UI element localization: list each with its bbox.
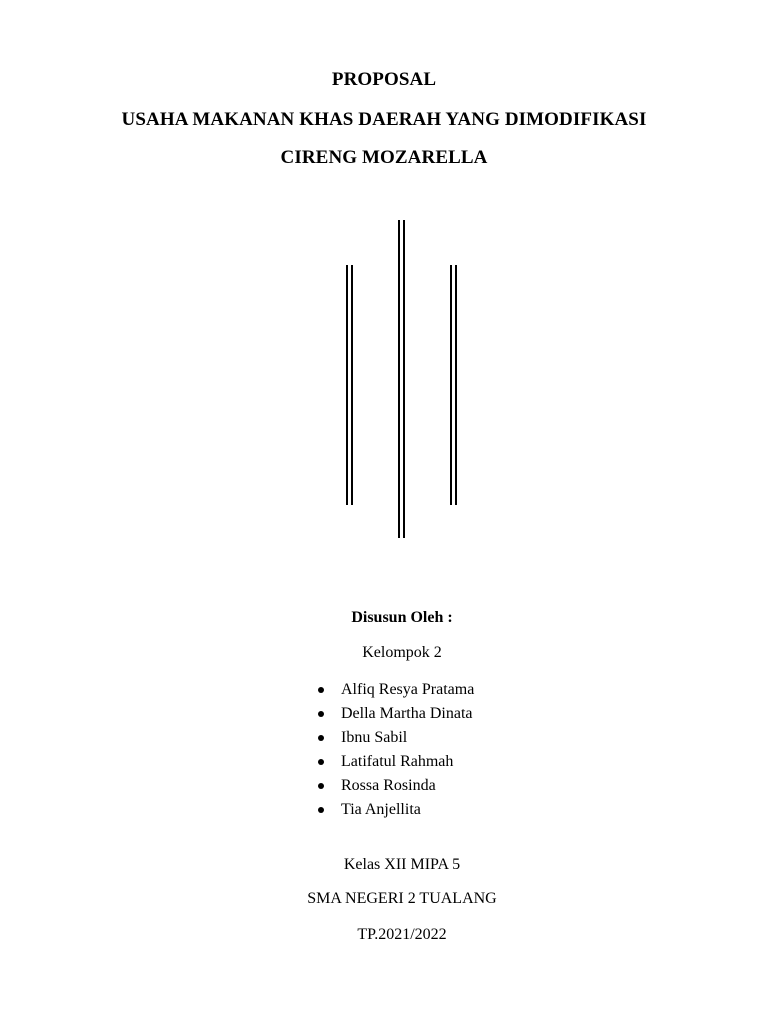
list-item xyxy=(318,702,474,726)
authored-by-label: Disusun Oleh : xyxy=(351,609,453,626)
bullet-icon xyxy=(318,759,324,765)
member-list xyxy=(318,678,474,822)
member-name: Rossa Rosinda xyxy=(341,777,436,794)
list-item xyxy=(318,750,474,774)
bullet-icon xyxy=(318,711,324,717)
list-item xyxy=(318,774,474,798)
list-item xyxy=(318,678,474,702)
ornament-line-right-inner xyxy=(455,265,457,505)
member-name: Tia Anjellita xyxy=(341,801,421,818)
member-name: Alfiq Resya Pratama xyxy=(341,681,475,698)
ornament-line-left-outer xyxy=(346,265,348,505)
academic-year: TP.2021/2022 xyxy=(357,926,447,943)
ornament-line-left-inner xyxy=(351,265,353,505)
class-name: Kelas XII MIPA 5 xyxy=(343,856,461,873)
bullet-icon xyxy=(318,807,324,813)
bullet-icon xyxy=(318,687,324,693)
document-title: PROPOSAL xyxy=(331,69,437,90)
bullet-icon xyxy=(318,735,324,741)
group-name: Kelompok 2 xyxy=(362,644,442,661)
document-subtitle: USAHA MAKANAN KHAS DAERAH YANG DIMODIFIKASI xyxy=(121,109,647,130)
list-item xyxy=(318,798,474,822)
ornament-line-right-outer xyxy=(450,265,452,505)
ornament-line-center-inner xyxy=(403,220,405,538)
member-name: Della Martha Dinata xyxy=(341,705,473,722)
product-name: CIRENG MOZARELLA xyxy=(280,147,488,168)
school-name: SMA NEGERI 2 TUALANG xyxy=(307,890,497,907)
member-name: Latifatul Rahmah xyxy=(341,753,454,770)
ornament-line-center-outer xyxy=(398,220,400,538)
member-name: Ibnu Sabil xyxy=(341,729,408,746)
list-item xyxy=(318,726,474,750)
bullet-icon xyxy=(318,783,324,789)
